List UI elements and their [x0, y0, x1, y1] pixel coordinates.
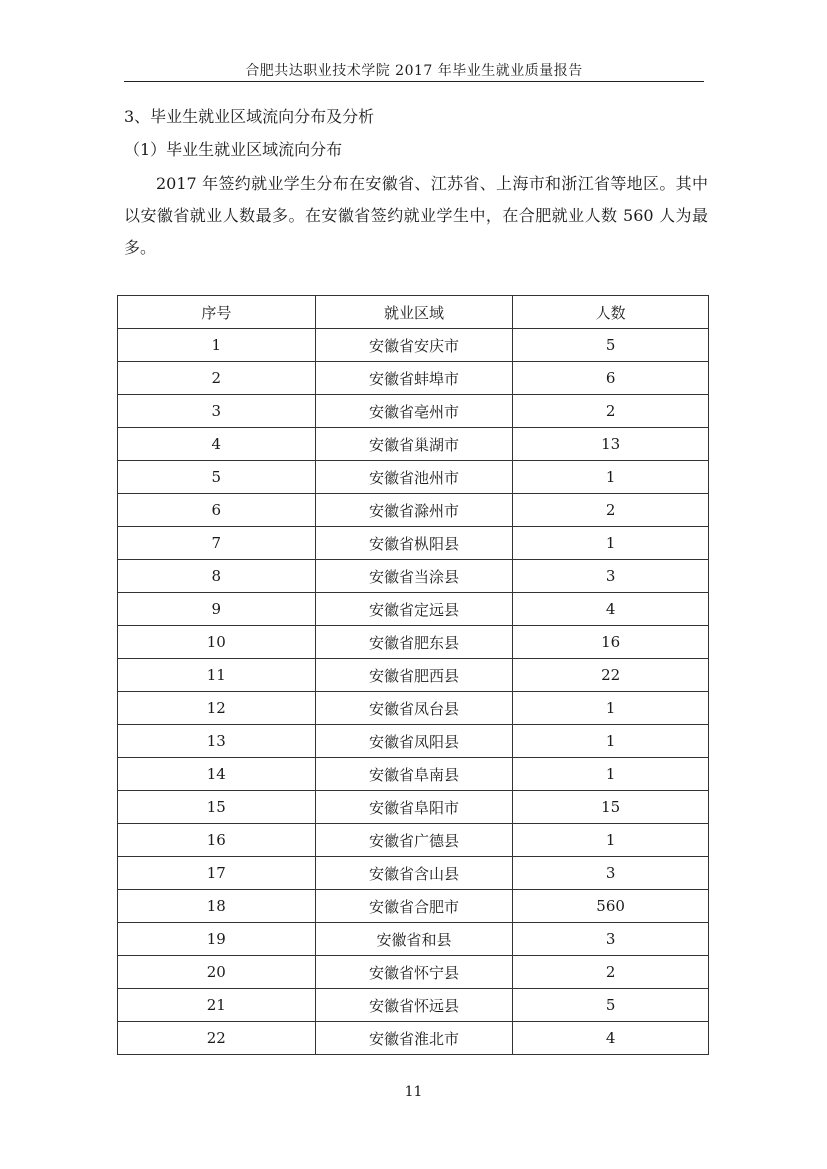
table-row: [118, 626, 709, 659]
cell-region: 安徽省亳州市: [315, 395, 513, 428]
table-row: [118, 890, 709, 923]
cell-index: 21: [118, 989, 316, 1022]
table-row: [118, 461, 709, 494]
employment-region-table: [117, 295, 709, 1055]
cell-index: 16: [118, 824, 316, 857]
table-row: [118, 956, 709, 989]
cell-index: 18: [118, 890, 316, 923]
cell-region: 安徽省滁州市: [315, 494, 513, 527]
cell-index: 2: [118, 362, 316, 395]
table-row: [118, 593, 709, 626]
cell-index: 8: [118, 560, 316, 593]
cell-index: 13: [118, 725, 316, 758]
cell-count: 4: [513, 1022, 709, 1055]
table-row: [118, 527, 709, 560]
table-row: [118, 329, 709, 362]
cell-region: 安徽省池州市: [315, 461, 513, 494]
subsection-title: （1）毕业生就业区域流向分布: [124, 140, 343, 159]
cell-region: 安徽省和县: [315, 923, 513, 956]
table-row: [118, 791, 709, 824]
cell-count: 22: [513, 659, 709, 692]
table-row: [118, 428, 709, 461]
cell-region: 安徽省凤台县: [315, 692, 513, 725]
cell-count: 560: [513, 890, 709, 923]
cell-count: 1: [513, 461, 709, 494]
header-divider: [124, 81, 704, 82]
page-header: 合肥共达职业技术学院 2017 年毕业生就业质量报告: [245, 63, 583, 79]
cell-index: 12: [118, 692, 316, 725]
cell-region: 安徽省凤阳县: [315, 725, 513, 758]
column-header-index: 序号: [118, 296, 316, 329]
cell-count: 1: [513, 824, 709, 857]
cell-region: 安徽省阜南县: [315, 758, 513, 791]
table-row: [118, 923, 709, 956]
cell-count: 2: [513, 956, 709, 989]
cell-index: 11: [118, 659, 316, 692]
cell-index: 10: [118, 626, 316, 659]
cell-count: 5: [513, 329, 709, 362]
table-row: [118, 362, 709, 395]
cell-index: 17: [118, 857, 316, 890]
table-row: [118, 395, 709, 428]
column-header-count: 人数: [513, 296, 709, 329]
table-row: [118, 659, 709, 692]
cell-count: 6: [513, 362, 709, 395]
table-header-row: [118, 296, 709, 329]
cell-index: 22: [118, 1022, 316, 1055]
cell-index: 19: [118, 923, 316, 956]
cell-count: 3: [513, 923, 709, 956]
table-row: [118, 857, 709, 890]
cell-count: 1: [513, 692, 709, 725]
cell-count: 1: [513, 758, 709, 791]
cell-region: 安徽省怀宁县: [315, 956, 513, 989]
page-number: 11: [404, 1084, 423, 1100]
cell-index: 6: [118, 494, 316, 527]
cell-index: 9: [118, 593, 316, 626]
cell-index: 4: [118, 428, 316, 461]
cell-index: 14: [118, 758, 316, 791]
table-row: [118, 1022, 709, 1055]
cell-index: 1: [118, 329, 316, 362]
cell-region: 安徽省怀远县: [315, 989, 513, 1022]
cell-count: 16: [513, 626, 709, 659]
cell-region: 安徽省肥东县: [315, 626, 513, 659]
cell-count: 15: [513, 791, 709, 824]
cell-region: 安徽省巢湖市: [315, 428, 513, 461]
cell-count: 2: [513, 395, 709, 428]
body-paragraph: 2017 年签约就业学生分布在安徽省、江苏省、上海市和浙江省等地区。其中以安徽省就业人数最多。在安徽省签约就业学生中，在合肥就业人数 560 人为最多。: [124, 174, 708, 257]
table-row: [118, 560, 709, 593]
cell-count: 3: [513, 560, 709, 593]
cell-count: 1: [513, 725, 709, 758]
table-row: [118, 824, 709, 857]
table-row: [118, 989, 709, 1022]
column-header-region: 就业区域: [315, 296, 513, 329]
cell-region: 安徽省蚌埠市: [315, 362, 513, 395]
cell-count: 5: [513, 989, 709, 1022]
cell-index: 3: [118, 395, 316, 428]
cell-index: 20: [118, 956, 316, 989]
cell-region: 安徽省当涂县: [315, 560, 513, 593]
cell-region: 安徽省淮北市: [315, 1022, 513, 1055]
table-row: [118, 758, 709, 791]
cell-region: 安徽省含山县: [315, 857, 513, 890]
table-body: [118, 329, 709, 1055]
cell-count: 3: [513, 857, 709, 890]
cell-region: 安徽省广德县: [315, 824, 513, 857]
cell-index: 15: [118, 791, 316, 824]
cell-region: 安徽省枞阳县: [315, 527, 513, 560]
cell-region: 安徽省肥西县: [315, 659, 513, 692]
cell-count: 13: [513, 428, 709, 461]
cell-count: 4: [513, 593, 709, 626]
cell-count: 1: [513, 527, 709, 560]
cell-region: 安徽省安庆市: [315, 329, 513, 362]
cell-index: 7: [118, 527, 316, 560]
table-row: [118, 494, 709, 527]
cell-region: 安徽省合肥市: [315, 890, 513, 923]
cell-region: 安徽省定远县: [315, 593, 513, 626]
section-title: 3、毕业生就业区域流向分布及分析: [124, 107, 375, 126]
cell-count: 2: [513, 494, 709, 527]
table-row: [118, 692, 709, 725]
cell-index: 5: [118, 461, 316, 494]
table-row: [118, 725, 709, 758]
cell-region: 安徽省阜阳市: [315, 791, 513, 824]
